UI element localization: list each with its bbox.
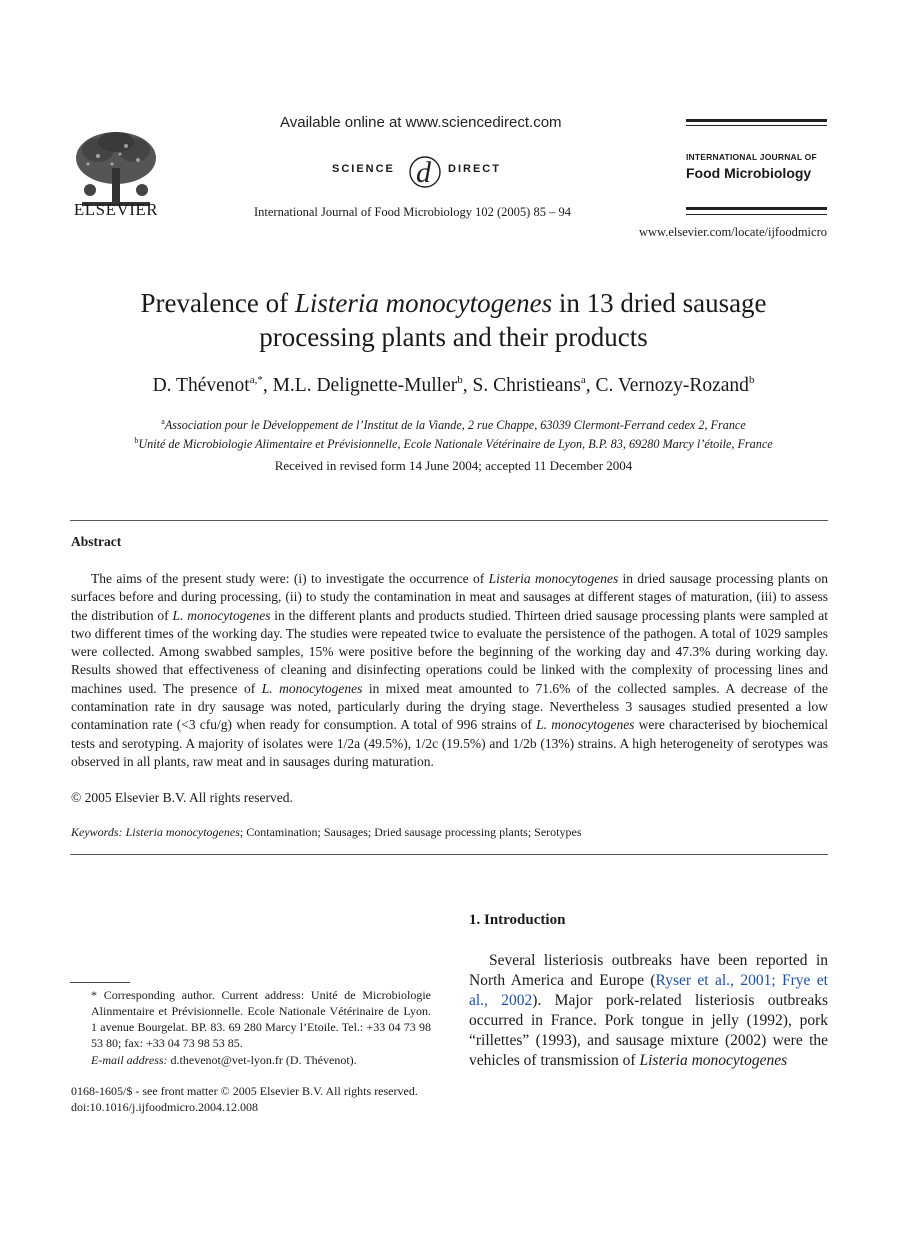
affiliation-mark: a: [161, 417, 165, 426]
sciencedirect-left-text: SCIENCE: [332, 163, 395, 175]
journal-rule: [686, 125, 827, 126]
keywords: [71, 825, 582, 840]
keyword-italic: Listeria monocytogenes: [125, 825, 240, 839]
abstract-text: in dried sausage processing plants on surfaces before and during processing, (ii) to study the contamination in meat and sausages at different stages of maturation, (iii) to assess the distribution of: [71, 571, 828, 623]
abstract-italic: Listeria monocytogenes: [488, 571, 619, 586]
abstract-italic: L. monocytogenes: [261, 680, 363, 696]
keywords-list: ; Contamination; Sausages; Dried sausage processing plants; Serotypes: [239, 825, 582, 839]
author-separator: ,: [585, 375, 596, 396]
issn-line: 0168-1605/$ - see front matter © 2005 Elsevier B.V. All rights reserved.: [71, 1084, 418, 1098]
sciencedirect-d-icon: [407, 150, 443, 190]
abstract-italic: L. monocytogenes: [536, 717, 635, 733]
author-separator: ,: [262, 375, 273, 396]
affiliation-b: [60, 433, 847, 452]
journal-url: www.elsevier.com/locate/ijfoodmicro: [638, 225, 827, 239]
abstract-body: [71, 570, 828, 771]
author-name: D. Thévenot: [152, 375, 250, 396]
article-title: [60, 286, 847, 354]
svg-text:d: d: [416, 156, 431, 189]
abstract-text: in the different plants and products studied. Thirteen dried sausage processing plants were sampled at two different times of the working day. The studies were repeated twice to evaluate the persistence of the pathogen. A total of 1029 samples were collected. Among swabbed samples, 15% were positive before the beginning of the working day and 47.3% during working day. Results showed that effectiveness of cleaning and disinfecting operations could be linked with the complexity of processing lines and machines used. The presence of: [71, 607, 829, 696]
affiliations: [60, 414, 847, 452]
keywords-label: Keywords:: [71, 825, 123, 839]
author-affiliation-mark: a,*: [249, 374, 263, 386]
footnote-rule: [70, 982, 130, 983]
email-label: E-mail address:: [91, 1053, 168, 1067]
author-affiliation-mark: a: [580, 374, 586, 386]
doi-line[interactable]: doi:10.1016/j.ijfoodmicro.2004.12.008: [71, 1100, 258, 1114]
journal-name-big: Food Microbiology: [686, 165, 812, 181]
intro-text: Several listeriosis outbreaks have been reported in North America and Europe (: [469, 952, 828, 989]
journal-rule: [686, 119, 827, 122]
abstract-text: in mixed meat amounted to 71.6% of the collected samples. A decrease of the contamination rate in dry sausage was noted, particularly during the drying stage. Nevertheless 3 sausages studied presented a low contamination rate (<3 cfu/g) when ready for consumption. A total of 996 strains of: [71, 680, 828, 733]
sciencedirect-right-text: DIRECT: [448, 163, 501, 175]
intro-text: ). Major pork-related listeriosis outbreaks occurred in France. Pork tongue in jelly (1992), pork “rillettes” (1993), and sausage mixture (2002) were the vehicles of transmission of: [469, 992, 828, 1069]
author-name: S. Christieans: [472, 375, 581, 396]
divider: [70, 854, 828, 855]
affiliation-text: Association pour le Développement de l’Institut de la Viande, 2 rue Chappe, 63039 Clermont-Ferrand cedex 2, France: [164, 418, 746, 432]
abstract-text: The aims of the present study were: (i) to investigate the occurrence of: [91, 571, 489, 586]
affiliation-a: [60, 414, 847, 433]
journal-rule: [686, 214, 827, 215]
received-dates: Received in revised form 14 June 2004; accepted 11 December 2004: [274, 458, 633, 473]
available-online-text: Available online at www.sciencedirect.com: [280, 114, 562, 131]
publisher-name: ELSEVIER: [73, 200, 159, 219]
citation-link[interactable]: Ryser et al., 2001; Frye et al., 2002: [469, 972, 828, 1009]
author-affiliation-mark: b: [457, 374, 463, 386]
author-list: [60, 374, 847, 397]
title-italic: Listeria monocytogenes: [294, 288, 553, 318]
title-line-2: processing plants and their products: [259, 322, 648, 352]
intro-italic: Listeria monocytogenes: [639, 1052, 788, 1069]
corresponding-author-footnote: [71, 987, 431, 1051]
introduction-heading: 1. Introduction: [469, 912, 566, 928]
email-address[interactable]: d.thevenot@vet-lyon.fr (D. Thévenot).: [170, 1053, 357, 1067]
divider: [70, 520, 828, 521]
author-name: C. Vernozy-Rozand: [595, 375, 749, 396]
front-matter: [71, 1083, 418, 1115]
title-text: in 13 dried sausage: [552, 288, 767, 318]
journal-rule: [686, 207, 827, 210]
abstract-italic: L. monocytogenes: [172, 607, 271, 623]
author-separator: ,: [462, 375, 473, 396]
abstract-copyright: © 2005 Elsevier B.V. All rights reserved.: [71, 790, 293, 805]
introduction-body: [469, 951, 828, 1071]
footnote-text: * Corresponding author. Current address: Unité de Microbiologie Alinmentaire et Prévisionnelle. Ecole Nationale Vétérinaire de Lyon. 1 avenue Bourgelat. BP. 83. 69 280 Marcy l’Etoile. Tel.: +33 04 73 98 53 80; fax: +33 04 73 98 53 85.: [91, 988, 431, 1050]
journal-citation: International Journal of Food Microbiology 102 (2005) 85 – 94: [254, 205, 571, 219]
email-line: [91, 1053, 357, 1068]
title-text: Prevalence of: [140, 288, 295, 318]
sciencedirect-logo: [330, 150, 520, 190]
affiliation-mark: b: [134, 436, 139, 445]
abstract-heading: Abstract: [71, 534, 122, 549]
journal-name-small: INTERNATIONAL JOURNAL OF: [686, 152, 817, 162]
author-affiliation-mark: b: [748, 374, 755, 386]
abstract-text: were characterised by biochemical tests and serotyping. A majority of isolates were 1/2a (49.5%), 1/2c (19.5%) and 1/2b (13%) strains. A high heterogeneity of serotypes was observed in all plants, raw meat and in sausages during maturation.: [71, 717, 829, 769]
affiliation-text: Unité de Microbiologie Alimentaire et Prévisionnelle, Ecole Nationale Vétérinaire de Lyon, B.P. 83, 69280 Marcy l’étoile, France: [138, 437, 773, 451]
author-name: M.L. Delignette-Muller: [272, 375, 458, 396]
